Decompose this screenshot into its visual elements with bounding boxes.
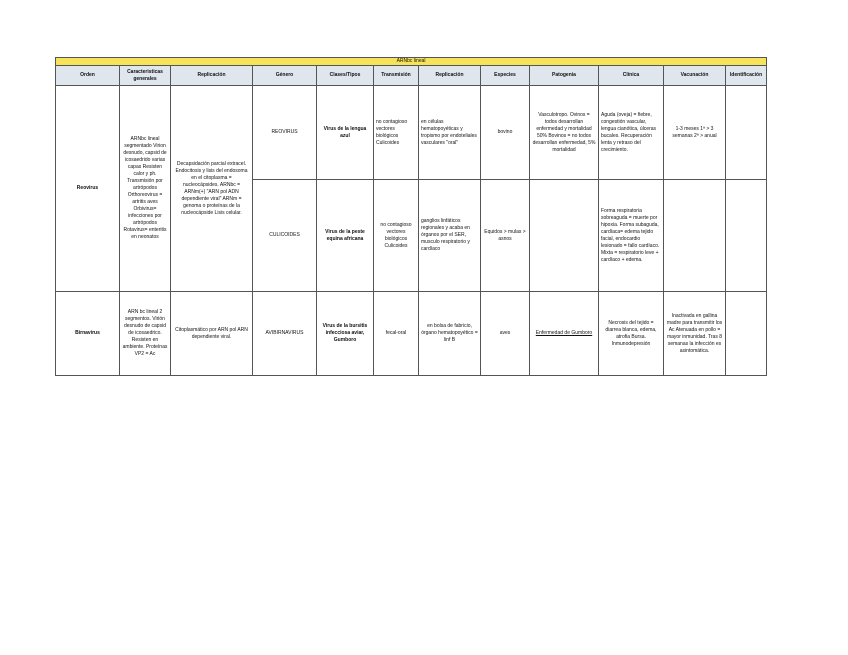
cell-clase[interactable]: Virus de la lengua azul	[317, 86, 374, 180]
cell-clase[interactable]: Virus de la peste equina africana	[317, 180, 374, 292]
cell-clinica[interactable]: Necrosis del tejido = diarrea blanca, edema, atrofia Bursa. Inmunodepresión	[599, 292, 664, 376]
cell-especies[interactable]: bovino	[481, 86, 530, 180]
cell-clase[interactable]: Virus de la bursitis infecciosa aviar, Gumboro	[317, 292, 374, 376]
cell-especies[interactable]: aves	[481, 292, 530, 376]
cell-replicacion-reovirus[interactable]: Decapsidación parcial extracel. Endocitosis y lisis del endosoma en el citoplasma = nucleocápsides. ARNbc = ARNm(+) "ARN pol ADN dependiente viral" ARNm = genoma o proteínas de la nucleocápside Lisis celular.	[171, 86, 253, 292]
header-clinica[interactable]: Clínica	[599, 66, 664, 86]
header-vacunacion[interactable]: Vacunación	[664, 66, 726, 86]
cell-vacunacion[interactable]: 1-3 meses 1ª > 3 semanas 2ª > anual	[664, 86, 726, 180]
cell-genero[interactable]: REOVIRUS	[253, 86, 317, 180]
cell-patogenia[interactable]: Vasculotropo. Ovinos = todos desarrollan enfermedad y mortalidad 50% Bovinos = no todos desarrollan enfermedad, 5% mortalidad	[530, 86, 599, 180]
cell-replicacion-2[interactable]: en células hematopoyéticas y tropismo por endoteliales vasculares "oral"	[419, 86, 481, 180]
banner-row	[56, 58, 767, 66]
cell-transmision[interactable]: no contagioso vectores biológicos Culicoides	[374, 86, 419, 180]
header-replicacion-2[interactable]: Replicación	[419, 66, 481, 86]
header-replicacion[interactable]: Replicación	[171, 66, 253, 86]
spreadsheet-table	[55, 57, 767, 376]
header-genero[interactable]: Género	[253, 66, 317, 86]
cell-identificacion[interactable]	[726, 292, 767, 376]
cell-vacunacion[interactable]: Inactivada en gallina madre para transmitir los Ac Atenuada en pollo = mayor inmunidad. Tras 8 semanas la infección es asintomática.	[664, 292, 726, 376]
table-row	[56, 292, 767, 376]
cell-caracteristicas-reovirus[interactable]: ARNbc lineal segmentado Virion desnudo, capsid de icosaedrido varias capas Resisten calor y ph. Transmisión por artrópodos Orthoreovirus = artritis aves Orbivirus= infecciones por artrópodos Rotavirus= enteritis en neonatos	[120, 86, 171, 292]
header-transmision[interactable]: Transmisión	[374, 66, 419, 86]
cell-identificacion[interactable]	[726, 86, 767, 180]
header-especies[interactable]: Especies	[481, 66, 530, 86]
header-clases-tipos[interactable]: Clases/Tipos	[317, 66, 374, 86]
cell-transmision[interactable]: no contagioso vectores biológicos Culicoides	[374, 180, 419, 292]
cell-patogenia[interactable]: Enfermedad de Gumboro	[530, 292, 599, 376]
cell-identificacion[interactable]	[726, 180, 767, 292]
cell-caracteristicas-birnavirus[interactable]: ARN bc lineal 2 segmentos. Virión desnudo de capsid de icosaedrico. Resisten en ambiente. Proteínas VP2 = Ac	[120, 292, 171, 376]
banner-cell[interactable]: ARNbc lineal	[56, 58, 767, 66]
header-caracteristicas[interactable]: Caracteristicas generales	[120, 66, 171, 86]
cell-replicacion-2[interactable]: ganglios linfáticos regionales y acaba en órganos por el SER, musculo respiratorio y cardíaco	[419, 180, 481, 292]
cell-orden-birnavirus[interactable]: Birnavirus	[56, 292, 120, 376]
header-patogenia[interactable]: Patogenia	[530, 66, 599, 86]
cell-orden-reovirus[interactable]: Reovirus	[56, 86, 120, 292]
cell-replicacion-birnavirus[interactable]: Citoplasmático por ARN pol ARN dependiente viral.	[171, 292, 253, 376]
cell-clinica[interactable]: Aguda (oveja) = fiebre, congestión vascular, lengua cianótica, úlceras bucales. Recuperación lenta y retraso del crecimiento.	[599, 86, 664, 180]
cell-clinica[interactable]: Forma respiratoria sobreaguda = muerte por hipoxia. Forma subaguda, cardíaca= edema tejido facial, endocardio lesionado = fallo cardíaco. Mixta = respiratorio leve + cardíaco + edema.	[599, 180, 664, 292]
cell-genero[interactable]: CULICOIDES	[253, 180, 317, 292]
header-identificacion[interactable]: Identificación	[726, 66, 767, 86]
cell-patogenia[interactable]	[530, 180, 599, 292]
cell-transmision[interactable]: fecal-oral	[374, 292, 419, 376]
header-orden[interactable]: Orden	[56, 66, 120, 86]
table-row	[56, 86, 767, 180]
cell-vacunacion[interactable]	[664, 180, 726, 292]
cell-especies[interactable]: Equidos > mulas > asnos	[481, 180, 530, 292]
cell-genero[interactable]: AVIBIRNAVIRUS	[253, 292, 317, 376]
cell-replicacion-2[interactable]: en bolsa de fabricio, órgano hematopoyético = linf B	[419, 292, 481, 376]
header-row	[56, 66, 767, 86]
